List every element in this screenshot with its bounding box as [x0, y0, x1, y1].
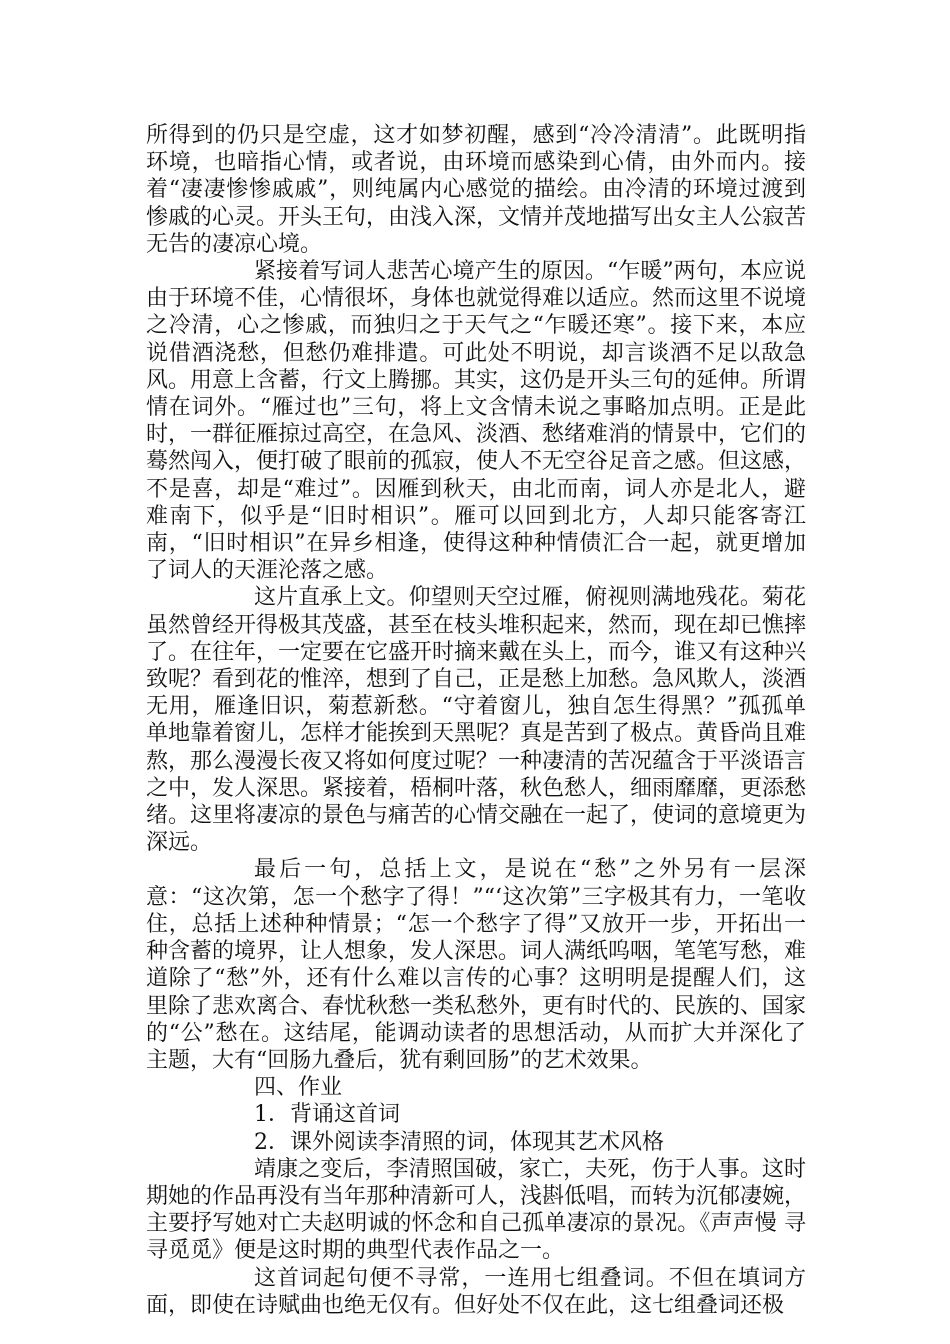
paragraph: 靖康之变后，李清照国破，家亡，夫死，伤于人事。这时期她的作品再没有当年那种清新可人，浅斟低唱，而转为沉郁凄婉，主要抒写她对亡夫赵明诚的怀念和自己孤单凄凉的景况。《声声慢 寻寻觅觅》便是这时期的典型代表作品之一。 — [146, 1156, 807, 1264]
paragraph: 紧接着写词人悲苦心境产生的原因。“乍暖”两句，本应说由于环境不佳，心情很坏，身体也就觉得难以适应。然而这里不说境之冷清，心之惨戚，而独归之于天气之“乍暖还寒”。接下来，本应说借酒浇愁，但愁仍难排遣。可此处不明说，却言谈酒不足以敌急风。用意上含蓄，行文上腾挪。其实，这仍是开头三句的延伸。所谓情在词外。“雁过也”三句，将上文含情未说之事略加点明。正是此时，一群征雁掠过高空，在急风、淡酒、愁绪难消的情景中，它们的蓦然闯入，便打破了眼前的孤寂，使人不无空谷足音之感。但这感，不是喜，却是“难过”。因雁到秋天，由北而南，词人亦是北人，避难南下，似乎是“旧时相识”。雁可以回到北方，人却只能客寄江南，“旧时相识”在异乡相逢，使得这种种情债汇合一起，就更增加了词人的天涯沦落之感。 — [146, 259, 807, 584]
section-heading: 四、作业 — [254, 1075, 343, 1101]
list-item: 2．课外阅读李清照的词，体现其艺术风格 — [254, 1129, 664, 1155]
list-item: 1．背诵这首词 — [254, 1102, 400, 1128]
paragraph: 所得到的仍只是空虚，这才如梦初醒，感到“冷冷清清”。此既明指环境，也暗指心情，或者说，由环境而感染到心倩，由外而内。接着“凄凄惨惨戚戚”，则纯属内心感觉的描绘。由冷清的环境过渡到惨戚的心灵。开头王句，由浅入深，文情并茂地描写出女主人公寂苦无告的凄凉心境。 — [146, 123, 807, 257]
document-body — [146, 122, 806, 1319]
paragraph: 这首词起句便不寻常，一连用七组叠词。不但在填词方面，即使在诗赋曲也绝无仅有。但好处不仅在此，这七组叠词还极 — [146, 1265, 806, 1318]
paragraph: 最后一句，总括上文，是说在“愁”之外另有一层深意：“这次第，怎一个愁字了得！”“‘这次第”三字极其有力，一笔收住，总括上述种种情景；“怎一个愁字了得”又放开一步，开拓出一种含蓄的境界，让人想象，发人深思。词人满纸呜咽，笔笔写愁，难道除了“愁”外，还有什么难以言传的心事？这明明是提醒人们，这里除了悲欢离合、春忧秋愁一类私愁外，更有时代的、民族的、国家的“公”愁在。这结尾，能调动读者的思想活动，从而扩大并深化了主题，大有“回肠九叠后，犹有剩回肠”的艺术效果。 — [146, 857, 807, 1073]
paragraph: 这片直承上文。仰望则天空过雁，俯视则满地残花。菊花虽然曾经开得极其茂盛，甚至在枝头堆积起来，然而，现在却已憔摔了。在往年，一定要在它盛开时摘来戴在头上，而今，谁又有这种兴致呢？看到花的惟淬，想到了自己，正是愁上加愁。急风欺人，淡酒无用，雁逢旧识，菊惹新愁。“守着窗儿，独自怎生得黑？”孤孤单单地靠着窗儿，怎样才能挨到天黑呢？真是苦到了极点。黄昏尚且难熬，那么漫漫长夜又将如何度过呢？一种凄清的苦况蕴含于平淡语言之中，发人深思。紧接着，梧桐叶落，秋色愁人，细雨靡靡，更添愁绪。这里将凄凉的景色与痛苦的心情交融在一起了，使词的意境更为深远。 — [146, 585, 807, 856]
